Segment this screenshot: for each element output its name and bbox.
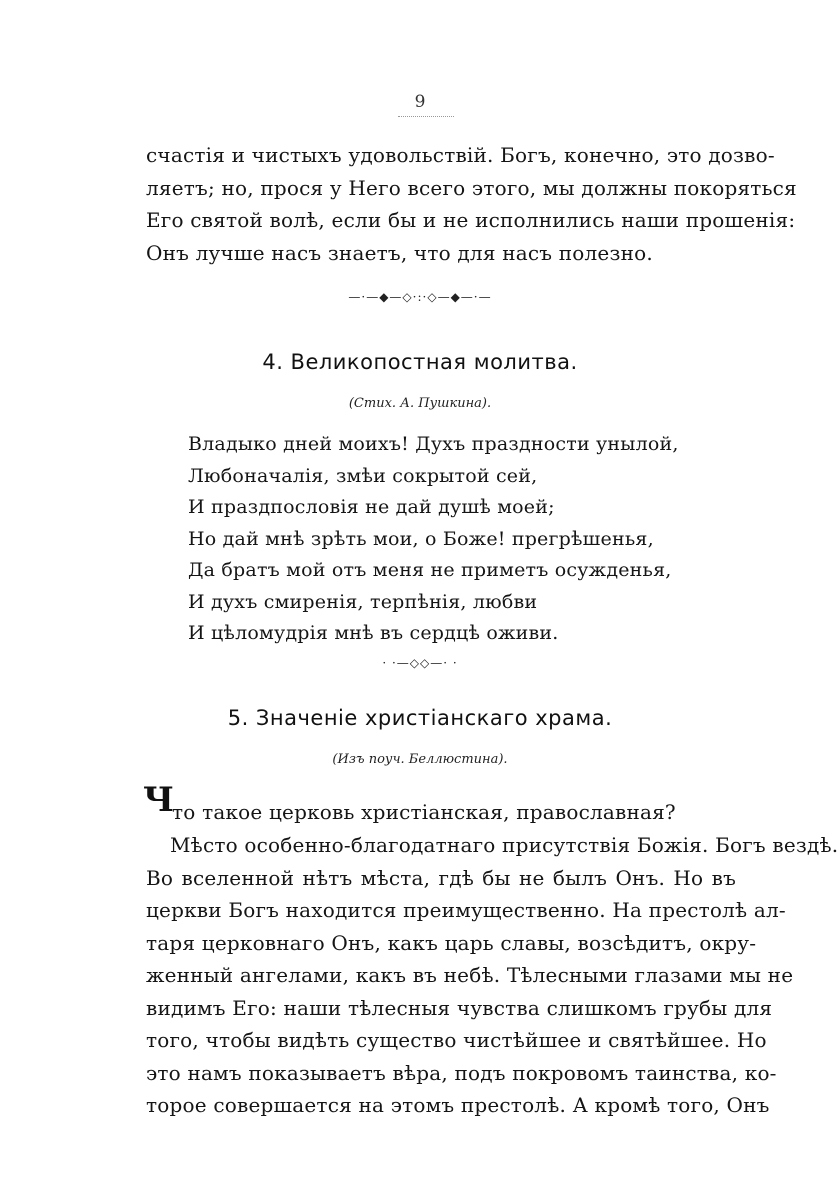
poem-line: И праздпословія не дай душѣ моей; <box>188 496 555 518</box>
text-line: женный ангелами, какъ въ небѣ. Тѣлесными глазами мы не <box>146 963 794 987</box>
section-divider-ornament: · ·—◇◇—· · <box>382 656 458 670</box>
section-4-attribution: (Стих. А. Пушкина). <box>348 396 492 411</box>
poem-line: Любоначалія, змѣи сокрытой сей, <box>188 464 538 487</box>
poem-line: Владыко дней моихъ! Духъ праздности унылой, <box>188 433 679 455</box>
text-line: ляетъ; но, прося у Него всего этого, мы должны покоряться <box>146 175 797 200</box>
text-line: торое совершается на этомъ престолѣ. А кромѣ того, Онъ <box>146 1093 770 1117</box>
text-line: Мѣсто особенно-благодатнаго присутствія Божія. Богъ вездѣ. <box>170 833 839 857</box>
section-5-title: 5. Значеніе христіанскаго храма. <box>227 706 613 730</box>
poem-line: И цѣломудрія мнѣ въ сердцѣ оживи. <box>188 622 559 644</box>
drop-cap: Ч <box>143 780 175 820</box>
section-5-attribution: (Изъ поуч. Беллюстина). <box>332 752 508 767</box>
poem-line: Да братъ мой отъ меня не приметъ осужденья, <box>188 559 672 581</box>
page-number-rule <box>398 116 454 117</box>
text-line: то такое церковь христіанская, православная? <box>172 800 676 824</box>
section-5-paragraph <box>146 829 839 1122</box>
poem-line: Но дай мнѣ зрѣть мои, о Боже! прегрѣшенья, <box>188 527 654 550</box>
page-number: 9 <box>414 92 426 112</box>
text-line: того, чтобы видѣть существо чистѣйшее и святѣйшее. Но <box>146 1028 767 1052</box>
text-line: Онъ лучше насъ знаетъ, что для насъ полезно. <box>146 240 653 265</box>
section-4-title: 4. Великопостная молитва. <box>262 350 578 374</box>
text-line: Во вселенной нѣтъ мѣста, гдѣ бы не былъ Онъ. Но въ <box>146 865 736 890</box>
poem <box>188 429 679 650</box>
text-line: это намъ показываетъ вѣра, подъ покровомъ таинства, ко- <box>146 1060 777 1085</box>
carryover-paragraph <box>146 139 797 269</box>
text-line: видимъ Его: наши тѣлесныя чувства слишкомъ грубы для <box>146 995 773 1020</box>
poem-line: И духъ смиренія, терпѣнія, любви <box>188 590 538 613</box>
section-5-first-line-wrap <box>172 796 732 829</box>
text-line: Его святой волѣ, если бы и не исполнились наши прошенія: <box>146 208 796 232</box>
text-line: церкви Богъ находится преимущественно. На престолѣ ал- <box>146 898 786 922</box>
text-line: таря церковнаго Онъ, какъ царь славы, возсѣдитъ, окру- <box>146 930 757 955</box>
text-line: счастія и чистыхъ удовольствій. Богъ, конечно, это дозво- <box>146 143 775 167</box>
section-divider-ornament: —·—◆—◇·:·◇—◆—·— <box>348 290 492 304</box>
